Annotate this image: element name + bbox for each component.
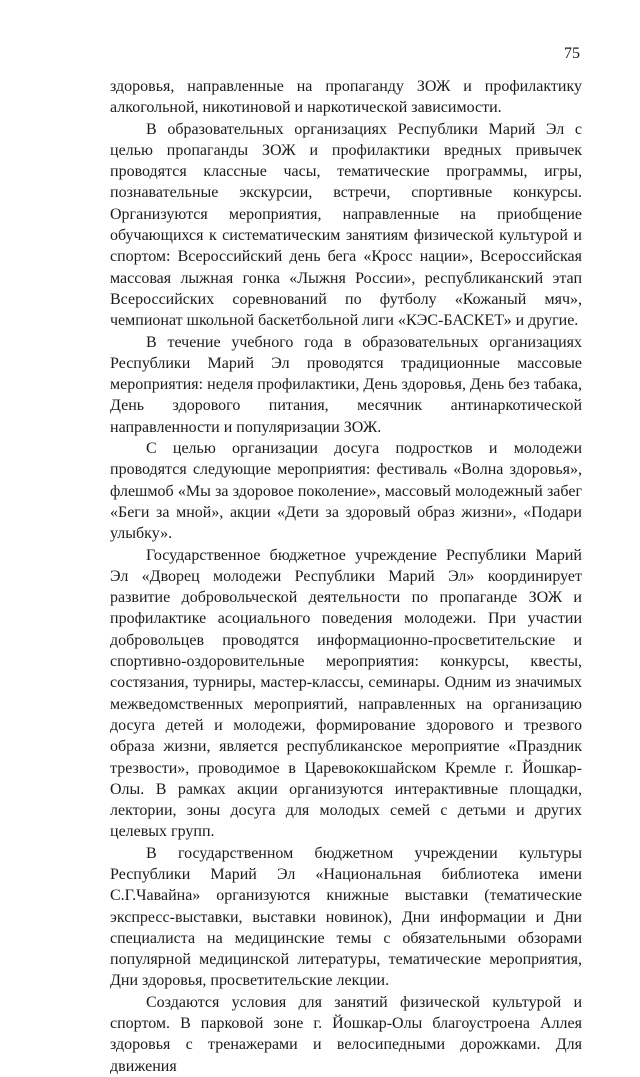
paragraph-2: В образовательных организациях Республики Марий Эл с целью пропаганды ЗОЖ и профилактики вредных привычек проводятся классные часы, тематические программы, игры, познавательные экскурсии, встречи, спортивные конкурсы. Организуются мероприятия, направленные на приобщение обучающихся к систематическим занятиям физической культурой и спортом: Всероссийский день бега «Кросс нации», Всероссийская массовая лыжная гонка «Лыжня России», республиканский этап Всероссийских соревнований по футболу «Кожаный мяч», чемпионат школьной баскетбольной лиги «КЭС-БАСКЕТ» и другие. [110, 120, 582, 330]
paragraph-5: Государственное бюджетное учреждение Республики Марий Эл «Дворец молодежи Республики Марий Эл» координирует развитие добровольческой деятельности по пропаганде ЗОЖ и профилактике асоциального поведения молодежи. При участии добровольцев проводятся информационно-просветительские и спортивно-оздоровительные мероприятия: конкурсы, квесты, состязания, турниры, мастер-классы, семинары. Одним из значимых межведомственных мероприятий, направленных на организацию досуга детей и молодежи, формирование здорового и трезвого образа жизни, является республиканское мероприятие «Праздник трезвости», проводимое в Царевококшайском Кремле г. Йошкар-Олы. В рамках акции организуются интерактивные площадки, лектории, зоны досуга для молодых семей с детьми и других целевых групп. [110, 546, 582, 841]
document-body [110, 76, 582, 1077]
page-number: 75 [564, 45, 580, 62]
paragraph-6: В государственном бюджетном учреждении культуры Республики Марий Эл «Национальная библиотека имени С.Г.Чавайна» организуются книжные выставки (тематические экспресс-выставки, выставки новинок), Дни информации и Дни специалиста на медицинские темы с обязательными обзорами популярной медицинской литературы, тематические мероприятия, Дни здоровья, просветительские лекции. [110, 844, 582, 990]
paragraph-7: Создаются условия для занятий физической культурой и спортом. В парковой зоне г. Йошкар-Олы благоустроена Аллея здоровья с тренажерами и велосипедными дорожками. Для движения [110, 993, 582, 1075]
paragraph-4: С целью организации досуга подростков и молодежи проводятся следующие мероприятия: фестиваль «Волна здоровья», флешмоб «Мы за здоровое поколение», массовый молодежный забег «Беги за мной», акции «Дети за здоровый образ жизни», «Подари улыбку». [110, 440, 582, 543]
paragraph-3: В течение учебного года в образовательных организациях Республики Марий Эл проводятся традиционные массовые мероприятия: неделя профилактики, День здоровья, День без табака, День здорового питания, месячник антинаркотической направленности и популяризации ЗОЖ. [110, 333, 582, 436]
paragraph-1: здоровья, направленные на пропаганду ЗОЖ и профилактику алкогольной, никотиновой и наркотической зависимости. [110, 78, 582, 117]
